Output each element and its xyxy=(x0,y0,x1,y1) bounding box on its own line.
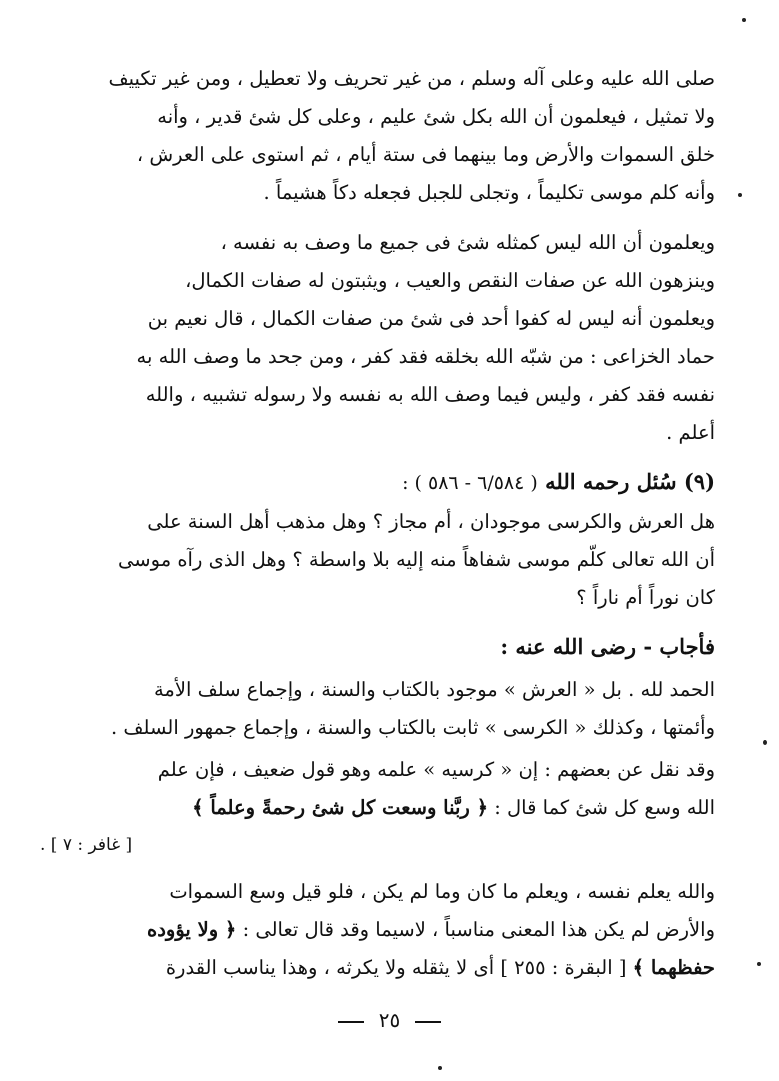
text-line: ولا تمثيل ، فيعلمون أن الله بكل شئ عليم ، وعلى كل شئ قدير ، وأنه xyxy=(157,105,715,128)
question-heading xyxy=(40,462,715,503)
text-line: وأئمتها ، وكذلك « الكرسى » ثابت بالكتاب والسنة ، وإجماع جمهور السلف . xyxy=(110,716,715,739)
page-number xyxy=(0,1008,779,1032)
page-number-value: ٢٥ xyxy=(378,1008,401,1032)
answer-paragraph-3 xyxy=(40,873,715,987)
text-line: ويعلمون أن الله ليس كمثله شئ فى جميع ما وصف به نفسه ، xyxy=(220,231,715,254)
text-line: ويعلمون أنه ليس له كفوا أحد فى شئ من صفات الكمال ، قال نعيم بن xyxy=(147,307,715,330)
scan-speck xyxy=(757,962,761,966)
scan-speck xyxy=(742,18,746,22)
quran-verse: ﴿ ربَّنا وسعت كل شئ رحمةً وعلماً ﴾ xyxy=(192,796,489,819)
text-line: وينزهون الله عن صفات النقص والعيب ، ويثبتون له صفات الكمال، xyxy=(185,269,715,292)
scan-speck xyxy=(738,193,742,197)
text-line: هل العرش والكرسى موجودان ، أم مجاز ؟ وهل مذهب أهل السنة على xyxy=(147,510,715,533)
text-line xyxy=(40,949,715,987)
paragraph-attributes xyxy=(40,224,715,452)
text-line: أعلم . xyxy=(666,421,715,444)
question-heading-title: (٩) سُئل رحمه الله xyxy=(545,469,715,494)
text-line: صلى الله عليه وعلى آله وسلم ، من غير تحريف ولا تعطيل ، ومن غير تكييف xyxy=(108,67,715,90)
dash-divider xyxy=(338,1021,364,1023)
text-line: نفسه فقد كفر ، وليس فيما وصف الله به نفسه ولا رسوله تشبيه ، والله xyxy=(145,383,715,406)
scan-speck xyxy=(763,740,767,745)
quran-verse: حفظهما ﴾ xyxy=(632,956,715,979)
text-line: الحمد لله . بل « العرش » موجود بالكتاب والسنة ، وإجماع سلف الأمة xyxy=(153,678,715,701)
scan-speck xyxy=(438,1066,442,1070)
answer-paragraph-2 xyxy=(40,751,715,827)
text-span: [ البقرة : ٢٥٥ ] أى لا يثقله ولا يكرثه ، وهذا يناسب القدرة xyxy=(165,956,627,979)
text-line: والله يعلم نفسه ، ويعلم ما كان وما لم يكن ، فلو قيل وسع السموات xyxy=(169,880,715,903)
text-line: حماد الخزاعى : من شبّه الله بخلقه فقد كفر ، ومن جحد ما وصف الله به xyxy=(136,345,715,368)
quran-verse: ﴿ ولا يؤوده xyxy=(147,918,237,941)
page-body xyxy=(40,60,715,987)
question-heading-reference: ( ٦/٥٨٤ - ٥٨٦ ) : xyxy=(402,472,538,494)
text-line: وقد نقل عن بعضهم : إن « كرسيه » علمه وهو قول ضعيف ، فإن علم xyxy=(157,758,715,781)
dash-divider xyxy=(415,1021,441,1023)
text-span: الله وسع كل شئ كما قال : xyxy=(494,796,715,819)
verse-citation: [ غافر : ٧ ] . xyxy=(40,835,133,855)
answer-heading: فأجاب - رضى الله عنه : xyxy=(500,634,715,659)
text-line xyxy=(40,789,715,827)
text-line xyxy=(40,911,715,949)
text-line: خلق السموات والأرض وما بينهما فى ستة أيام ، ثم استوى على العرش ، xyxy=(136,143,715,166)
text-line: أن الله تعالى كلّم موسى شفاهاً منه إليه بلا واسطة ؟ وهل الذى رآه موسى xyxy=(118,548,715,571)
text-span: والأرض لم يكن هذا المعنى مناسباً ، لاسيما وقد قال تعالى : xyxy=(242,918,715,941)
answer-paragraph-1 xyxy=(40,671,715,747)
question-text xyxy=(40,503,715,617)
text-line: كان نوراً أم ناراً ؟ xyxy=(576,586,715,609)
text-line: وأنه كلم موسى تكليماً ، وتجلى للجبل فجعله دكاً هشيماً . xyxy=(263,181,715,204)
paragraph-creed-end xyxy=(40,60,715,212)
